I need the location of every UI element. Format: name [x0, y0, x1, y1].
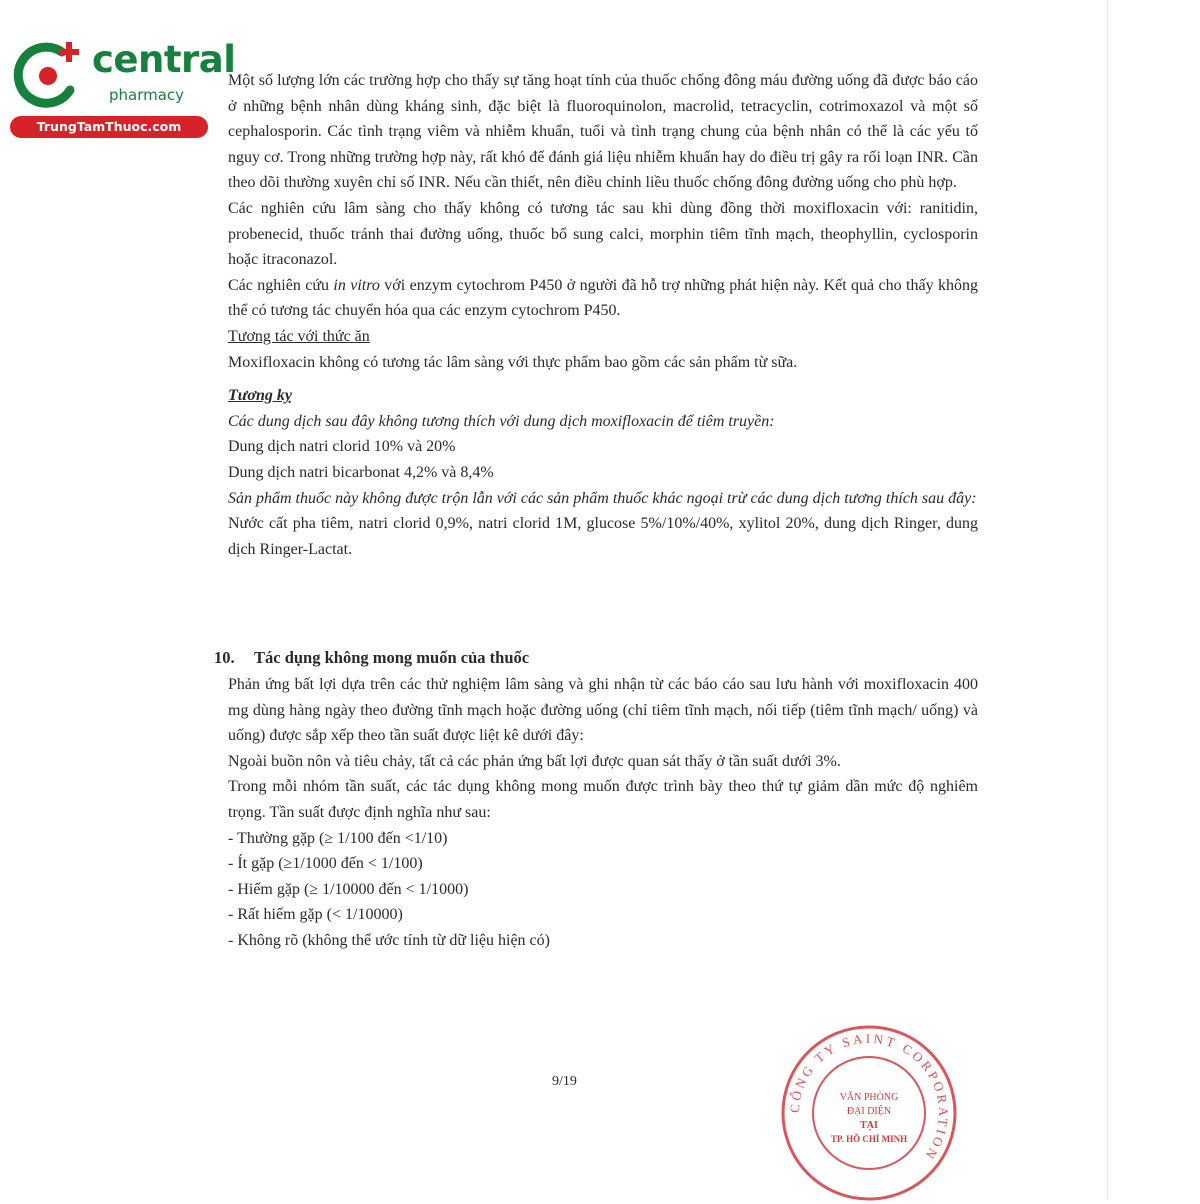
paragraph-in-vitro — [228, 273, 978, 324]
incompatibility-heading-text: Tương kỵ — [228, 387, 292, 405]
page-edge — [1107, 0, 1108, 1200]
incompatibility-item: Dung dịch natri bicarbonat 4,2% và 8,4% — [228, 463, 494, 481]
frequency-item: - Hiếm gặp (≥ 1/10000 đến < 1/1000) — [228, 880, 469, 898]
section-body — [228, 672, 978, 954]
in-vitro-term: in vitro — [333, 276, 380, 294]
adverse-reactions-intro: Phản ứng bất lợi dựa trên các thử nghiệm lâm sàng và ghi nhận từ các báo cáo sau lưu hành với moxifloxacin 400 mg dùng hàng ngày theo đường tĩnh mạch hoặc đường uống (chỉ tiêm tĩnh mạch, nối tiếp (tiêm tĩnh mạch/ uống) và uống) được sắp xếp theo tần suất được liệt kê dưới đây: — [228, 676, 978, 745]
company-stamp — [778, 1022, 960, 1204]
frequency-item: - Thường gặp (≥ 1/100 đến <1/10) — [228, 829, 448, 847]
stamp-line: TP. HỒ CHÍ MINH — [830, 1134, 908, 1144]
in-vitro-post: với enzym cytochrom P450 ở người đã hỗ trợ những phát hiện này. Kết quả cho thấy không thể có tương tác chuyển hóa qua các enzym cytochrom P450. — [228, 276, 979, 320]
section-heading — [214, 646, 529, 670]
document-body — [228, 68, 978, 562]
frequency-item: - Không rõ (không thể ước tính từ dữ liệu hiện có) — [228, 931, 550, 949]
incompatibility-intro: Các dung dịch sau đây không tương thích với dung dịch moxifloxacin để tiêm truyền: — [228, 412, 775, 430]
food-interaction-text: Moxifloxacin không có tương tác lâm sàng với thực phẩm bao gồm các sản phẩm từ sữa. — [228, 353, 798, 371]
food-interaction-heading: Tương tác với thức ăn — [228, 327, 370, 345]
stamp-ring-text: CÔNG TY SAINT CORPORATION — [786, 1030, 952, 1165]
frequency-item: - Ít gặp (≥1/1000 đến < 1/100) — [228, 855, 423, 873]
incompatibility-item: Dung dịch natri clorid 10% và 20% — [228, 438, 456, 456]
brand-logo — [10, 36, 236, 136]
pharmacy-cross-icon — [10, 38, 88, 116]
in-vitro-pre: Các nghiên cứu — [228, 276, 334, 294]
brand-name: central — [92, 38, 236, 81]
paragraph-anticoagulant: Một số lượng lớn các trường hợp cho thấy sự tăng hoạt tính của thuốc chống đông máu đường uống đã được báo cáo ở những bệnh nhân dùng kháng sinh, đặc biệt là fluoroquinolon, macrolid, tetracyclin, cotrimoxazol và một số cephalosporin. Các tình trạng viêm và nhiễm khuẩn, tuổi và tình trạng chung của bệnh nhân có thể là các yếu tố nguy cơ. Trong những trường hợp này, rất khó để đánh giá liệu nhiễm khuẩn hay do điều trị gây ra rối loạn INR. Cần theo dõi thường xuyên chỉ số INR. Nếu cần thiết, nên điều chỉnh liều thuốc chống đông đường uống cho phù hợp. — [228, 72, 978, 192]
frequency-item: - Rất hiếm gặp (< 1/10000) — [228, 906, 403, 924]
compatibility-intro: Sản phẩm thuốc này không được trộn lẫn với các sản phẩm thuốc khác ngoại trừ các dung dịch tương thích sau đây: — [228, 489, 977, 507]
stamp-line: VĂN PHÒNG — [839, 1092, 899, 1103]
stamp-line: ĐẠI DIỆN — [846, 1106, 892, 1117]
paragraph-clinical-studies: Các nghiên cứu lâm sàng cho thấy không có tương tác sau khi dùng đồng thời moxifloxacin với: ranitidin, probenecid, thuốc tránh thai đường uống, thuốc bổ sung calci, morphin tiêm tĩnh mạch, theophyllin, cyclosporin hoặc itraconazol. — [228, 199, 978, 269]
brand-subtitle: pharmacy — [109, 86, 185, 104]
stamp-line: TẠI — [860, 1120, 878, 1131]
page-number: 9/19 — [552, 1074, 577, 1089]
compatibility-list: Nước cất pha tiêm, natri clorid 0,9%, natri clorid 1M, glucose 5%/10%/40%, xylitol 20%, dung dịch Ringer, dung dịch Ringer-Lactat. — [228, 515, 978, 558]
adverse-reactions-frequency-note: Ngoài buồn nôn và tiêu chảy, tất cả các phản ứng bất lợi được quan sát thấy ở tần suất dưới 3%. — [228, 752, 841, 770]
brand-url: TrungTamThuoc.com — [10, 116, 208, 138]
section-number: 10. — [214, 648, 235, 667]
incompatibility-heading — [228, 383, 978, 409]
section-title: Tác dụng không mong muốn của thuốc — [254, 648, 530, 667]
adverse-reactions-order-note: Trong mỗi nhóm tần suất, các tác dụng không mong muốn được trình bày theo thứ tự giảm dần mức độ nghiêm trọng. Tần suất được định nghĩa như sau: — [228, 778, 978, 821]
